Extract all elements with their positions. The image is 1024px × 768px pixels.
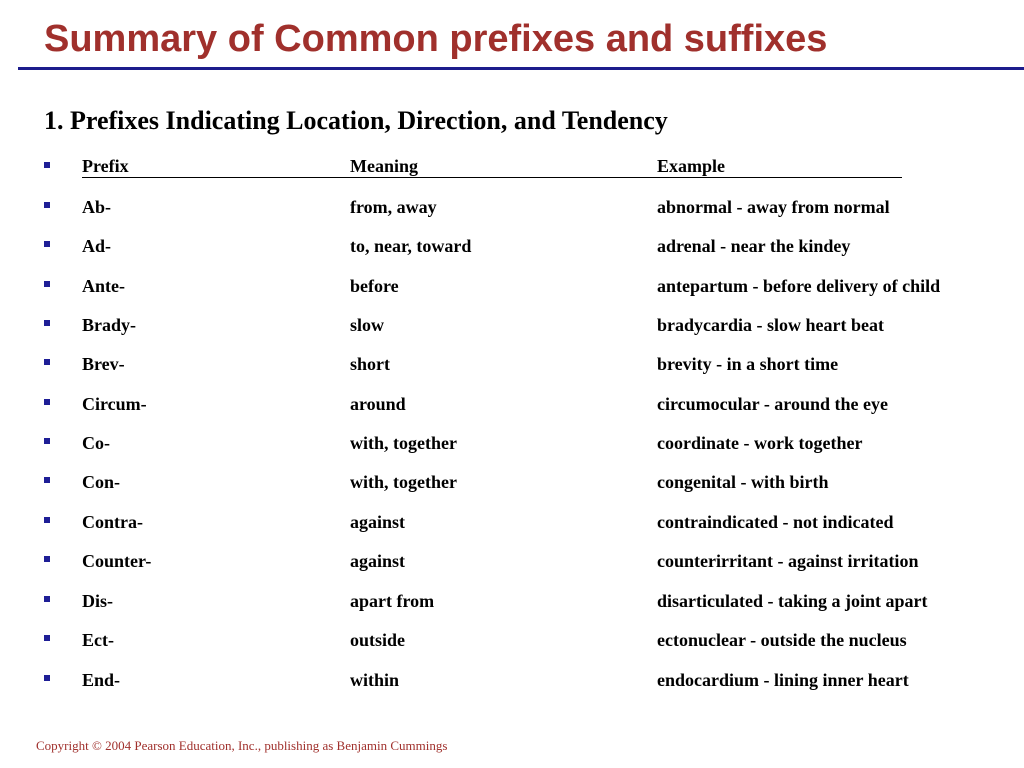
example-cell: coordinate - work together: [657, 433, 863, 453]
square-bullet-icon: [44, 359, 50, 365]
prefix-cell: Contra-: [82, 512, 143, 532]
prefix-cell: Co-: [82, 433, 110, 453]
prefix-cell: Dis-: [82, 591, 113, 611]
square-bullet-icon: [44, 162, 50, 168]
table-header-row: [0, 155, 1024, 179]
example-cell: adrenal - near the kindey: [657, 236, 851, 256]
table-row: [0, 274, 1024, 298]
prefix-cell: Ab-: [82, 197, 112, 217]
header-prefix: Prefix: [82, 155, 350, 178]
prefix-cell: Brady-: [82, 315, 136, 335]
square-bullet-icon: [44, 477, 50, 483]
square-bullet-icon: [44, 399, 50, 405]
table-row: [0, 234, 1024, 258]
prefix-cell: Brev-: [82, 354, 125, 374]
copyright-footer: Copyright © 2004 Pearson Education, Inc., publishing as Benjamin Cummings: [36, 738, 448, 753]
table-row: [0, 392, 1024, 416]
example-cell: endocardium - lining inner heart: [657, 670, 909, 690]
square-bullet-icon: [44, 517, 50, 523]
prefix-cell: Ad-: [82, 236, 112, 256]
square-bullet-icon: [44, 320, 50, 326]
header-example: Example: [657, 155, 902, 178]
example-cell: congenital - with birth: [657, 472, 829, 492]
square-bullet-icon: [44, 281, 50, 287]
meaning-cell: against: [350, 512, 406, 532]
prefix-cell: End-: [82, 670, 121, 690]
table-row: [0, 313, 1024, 337]
table-row: [0, 352, 1024, 376]
square-bullet-icon: [44, 596, 50, 602]
prefix-cell: Con-: [82, 472, 121, 492]
square-bullet-icon: [44, 202, 50, 208]
meaning-cell: from, away: [350, 197, 437, 217]
table-row: [0, 510, 1024, 534]
square-bullet-icon: [44, 635, 50, 641]
meaning-cell: apart from: [350, 591, 435, 611]
example-cell: circumocular - around the eye: [657, 394, 888, 414]
prefix-cell: Circum-: [82, 394, 147, 414]
square-bullet-icon: [44, 438, 50, 444]
table-row: [0, 470, 1024, 494]
table-row: [0, 195, 1024, 219]
square-bullet-icon: [44, 241, 50, 247]
prefix-cell: Counter-: [82, 551, 152, 571]
prefix-cell: Ect-: [82, 630, 114, 650]
prefix-cell: Ante-: [82, 276, 125, 296]
example-cell: antepartum - before delivery of child: [657, 276, 941, 296]
square-bullet-icon: [44, 556, 50, 562]
meaning-cell: against: [350, 551, 406, 571]
meaning-cell: before: [350, 276, 399, 296]
header-meaning: Meaning: [350, 155, 657, 178]
square-bullet-icon: [44, 675, 50, 681]
meaning-cell: with, together: [350, 433, 457, 453]
example-cell: brevity - in a short time: [657, 354, 839, 374]
section-heading: 1. Prefixes Indicating Location, Direction, and Tendency: [44, 106, 668, 135]
example-cell: bradycardia - slow heart beat: [657, 315, 884, 335]
table-row: [0, 628, 1024, 652]
meaning-cell: within: [350, 670, 400, 690]
table-row: [0, 668, 1024, 692]
example-cell: abnormal - away from normal: [657, 197, 890, 217]
table-row: [0, 589, 1024, 613]
meaning-cell: with, together: [350, 472, 457, 492]
meaning-cell: around: [350, 394, 406, 414]
example-cell: ectonuclear - outside the nucleus: [657, 630, 907, 650]
slide-title: Summary of Common prefixes and suffixes: [44, 18, 828, 60]
meaning-cell: to, near, toward: [350, 236, 472, 256]
meaning-cell: short: [350, 354, 390, 374]
example-cell: contraindicated - not indicated: [657, 512, 894, 532]
meaning-cell: slow: [350, 315, 385, 335]
example-cell: disarticulated - taking a joint apart: [657, 591, 928, 611]
example-cell: counterirritant - against irritation: [657, 551, 919, 571]
meaning-cell: outside: [350, 630, 406, 650]
table-row: [0, 549, 1024, 573]
table-row: [0, 431, 1024, 455]
